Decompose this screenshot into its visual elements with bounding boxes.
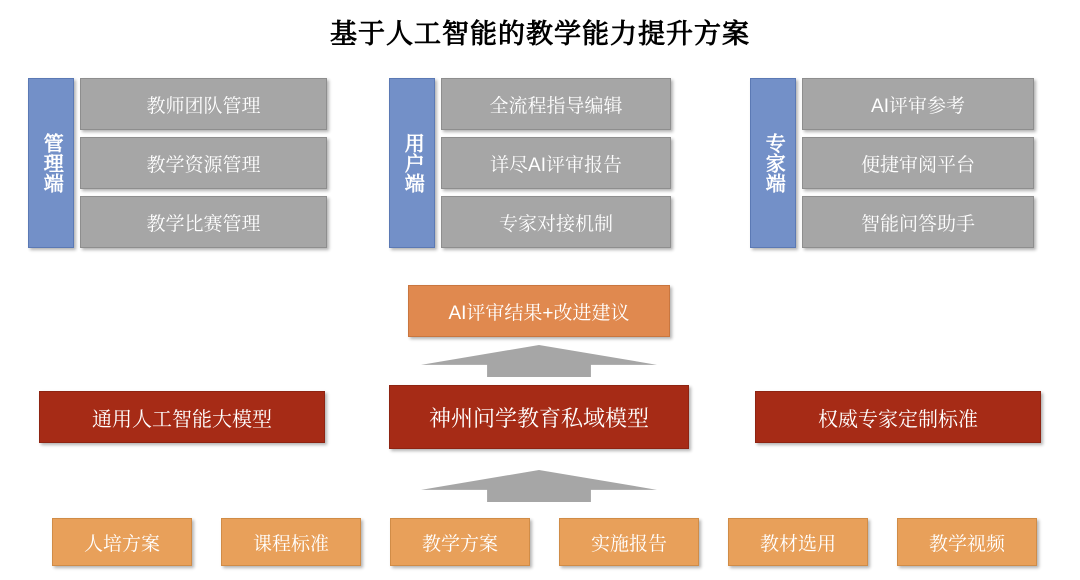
group-expert-item-0[interactable]: AI评审参考 — [802, 78, 1034, 130]
model-box-expert-standard[interactable]: 权威专家定制标准 — [755, 391, 1041, 443]
model-box-general[interactable]: 通用人工智能大模型 — [39, 391, 325, 443]
group-admin-item-0[interactable]: 教师团队管理 — [80, 78, 327, 130]
input-chip-2[interactable]: 教学方案 — [390, 518, 530, 566]
input-chip-0[interactable]: 人培方案 — [52, 518, 192, 566]
input-chip-1[interactable]: 课程标准 — [221, 518, 361, 566]
input-chip-4[interactable]: 教材选用 — [728, 518, 868, 566]
group-user-item-1[interactable]: 详尽AI评审报告 — [441, 137, 671, 189]
group-admin-item-2[interactable]: 教学比赛管理 — [80, 196, 327, 248]
group-admin-items — [80, 78, 327, 248]
group-expert-items — [802, 78, 1034, 248]
group-expert — [750, 78, 1034, 248]
group-user — [389, 78, 671, 248]
group-expert-item-2[interactable]: 智能问答助手 — [802, 196, 1034, 248]
group-user-tab[interactable] — [389, 78, 435, 248]
group-user-item-2[interactable]: 专家对接机制 — [441, 196, 671, 248]
group-admin-tab-label: 管理端 — [40, 133, 63, 193]
group-expert-tab[interactable] — [750, 78, 796, 248]
input-chip-3[interactable]: 实施报告 — [559, 518, 699, 566]
up-arrow-icon-bottom — [421, 470, 657, 502]
group-user-tab-label: 用户端 — [401, 133, 424, 193]
result-box[interactable]: AI评审结果+改进建议 — [408, 285, 670, 337]
input-chip-5[interactable]: 教学视频 — [897, 518, 1037, 566]
group-user-item-0[interactable]: 全流程指导编辑 — [441, 78, 671, 130]
group-admin — [28, 78, 327, 248]
group-admin-tab[interactable] — [28, 78, 74, 248]
group-expert-item-1[interactable]: 便捷审阅平台 — [802, 137, 1034, 189]
page-title: 基于人工智能的教学能力提升方案 — [330, 19, 750, 49]
model-box-private[interactable]: 神州问学教育私域模型 — [389, 385, 689, 449]
group-expert-tab-label: 专家端 — [762, 133, 785, 193]
up-arrow-icon-top — [421, 345, 657, 377]
group-admin-item-1[interactable]: 教学资源管理 — [80, 137, 327, 189]
group-user-items — [441, 78, 671, 248]
